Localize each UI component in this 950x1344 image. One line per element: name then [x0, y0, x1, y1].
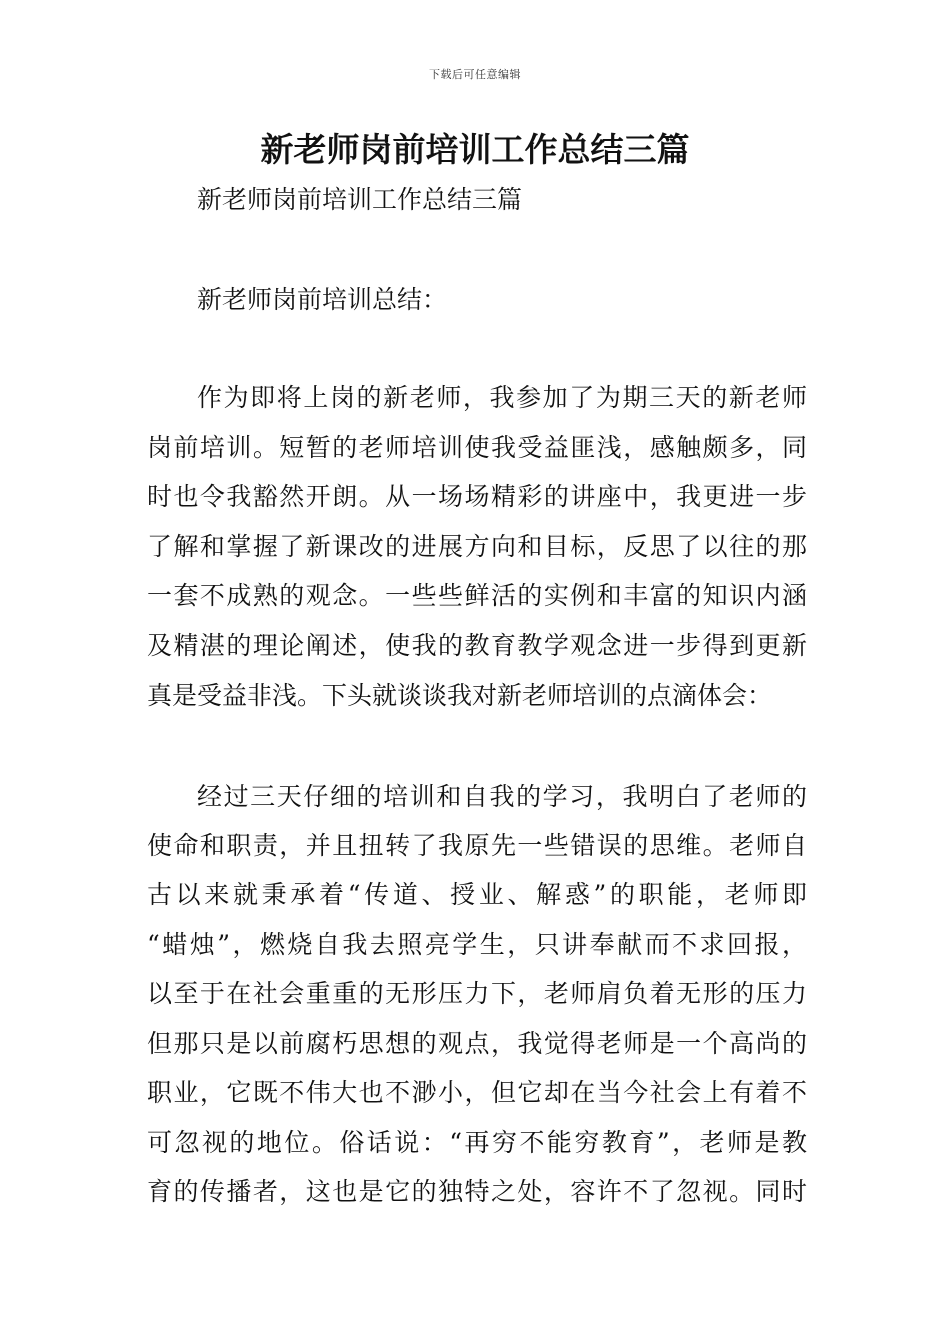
paragraph-line: 时也令我豁然开朗。从一场场精彩的讲座中，我更进一步 — [147, 482, 807, 511]
paragraph-line: 使命和职责，并且扭转了我原先一些错误的思维。老师自 — [147, 831, 807, 860]
paragraph-line: 可忽视的地位。俗话说：“再穷不能穷教育”，老师是教 — [147, 1128, 807, 1157]
paragraph-line: 真是受益非浅。下头就谈谈我对新老师培训的点滴体会： — [147, 681, 773, 710]
document-subtitle: 新老师岗前培训工作总结三篇 — [197, 185, 523, 214]
header-note: 下载后可任意编辑 — [429, 68, 521, 81]
paragraph-line: “蜡烛”，燃烧自我去照亮学生，只讲奉献而不求回报， — [147, 930, 807, 959]
paragraph-line: 一套不成熟的观念。一些些鲜活的实例和丰富的知识内涵 — [147, 581, 807, 610]
paragraph-line: 作为即将上岗的新老师，我参加了为期三天的新老师 — [197, 383, 807, 412]
section-heading: 新老师岗前培训总结： — [197, 285, 448, 314]
paragraph-line: 育的传播者，这也是它的独特之处，容许不了忽视。同时 — [147, 1177, 807, 1206]
paragraph-line: 以至于在社会重重的无形压力下，老师肩负着无形的压力 — [147, 979, 807, 1008]
paragraph-line: 经过三天仔细的培训和自我的学习，我明白了老师的 — [197, 782, 807, 811]
paragraph-line: 岗前培训。短暂的老师培训使我受益匪浅，感触颇多，同 — [147, 433, 807, 462]
paragraph-line: 古以来就秉承着“传道、授业、解惑”的职能，老师即 — [147, 880, 807, 909]
paragraph-line: 但那只是以前腐朽思想的观点，我觉得老师是一个高尚的 — [147, 1029, 807, 1058]
paragraph-line: 及精湛的理论阐述，使我的教育教学观念进一步得到更新 — [147, 631, 807, 660]
paragraph-line: 职业，它既不伟大也不渺小，但它却在当今社会上有着不 — [147, 1078, 807, 1107]
paragraph-line: 了解和掌握了新课改的进展方向和目标，反思了以往的那 — [147, 532, 807, 561]
document-title: 新老师岗前培训工作总结三篇 — [260, 130, 690, 169]
